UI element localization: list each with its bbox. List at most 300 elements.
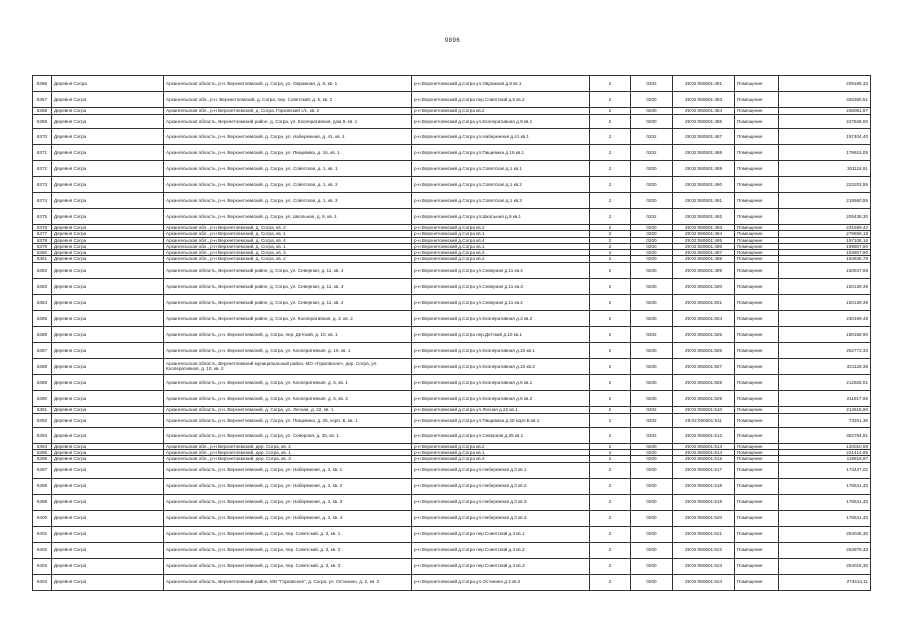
table-row: [33, 193, 871, 209]
settlement-name-cell: Деревня Согра: [52, 374, 164, 390]
code-a-cell: 2: [590, 262, 631, 278]
row-number-cell: 6390: [33, 390, 52, 406]
short-address-cell: р-н Верхнетоемский д.Согра ул.Кооперативная д.5 кв.2: [412, 390, 590, 406]
object-type-cell: Помещение: [735, 443, 779, 449]
value-cell: 205438,30: [779, 209, 871, 225]
row-number-cell: 6398: [33, 478, 52, 494]
settlement-name-cell: Деревня Согра: [52, 542, 164, 558]
code-a-cell: 2: [590, 526, 631, 542]
settlement-name-cell: Деревня Согра: [52, 129, 164, 145]
value-cell: 199807,90: [779, 243, 871, 249]
code-b-cell: 0200: [631, 443, 673, 449]
table-row: [33, 574, 871, 590]
cadastral-number-cell: 29:02:060601:514: [673, 449, 735, 455]
short-address-cell: р-н Верхнетоемский д.Согра кв.4: [412, 237, 590, 243]
object-type-cell: Помещение: [735, 558, 779, 574]
settlement-name-cell: Деревня Сосра: [52, 76, 164, 92]
cadastral-number-cell: 29:02:060601:497: [673, 250, 735, 256]
table-row: [33, 342, 871, 358]
object-type-cell: Помещение: [735, 225, 779, 231]
value-cell: 212926,01: [779, 374, 871, 390]
table-row: [33, 478, 871, 494]
row-number-cell: 6383: [33, 278, 52, 294]
object-type-cell: Помещение: [735, 526, 779, 542]
code-b-cell: 0200: [631, 542, 673, 558]
code-b-cell: 0200: [631, 193, 673, 209]
settlement-name-cell: Деревня Согра: [52, 462, 164, 478]
value-cell: 254046,30: [779, 526, 871, 542]
table-row: [33, 294, 871, 310]
table-row: [33, 542, 871, 558]
code-a-cell: 2: [590, 558, 631, 574]
value-cell: 173437,02: [779, 462, 871, 478]
short-address-cell: р-н Верхнетоемский д.Согра пер.Советский д.3 кв.3: [412, 558, 590, 574]
code-b-cell: 0202: [631, 209, 673, 225]
settlement-name-cell: Деревня Согра: [52, 250, 164, 256]
value-cell: 192835,78: [779, 256, 871, 262]
full-address-cell: Архангельская обл., р-н Верхнетоемский, д. Согра, кв. 2: [164, 256, 412, 262]
table-row: [33, 406, 871, 413]
row-number-cell: 6384: [33, 294, 52, 310]
short-address-cell: р-н Верхнетоемский д.Согра кв.1: [412, 449, 590, 455]
full-address-cell: Архангельская обл., р-н Верхнетоемский, дер. Согра, кв. 1: [164, 449, 412, 455]
row-number-cell: 6368: [33, 108, 52, 115]
object-type-cell: Помещение: [735, 574, 779, 590]
cadastral-number-cell: 29:02:060601:481: [673, 76, 735, 92]
settlement-name-cell: Деревня Согра: [52, 231, 164, 237]
value-cell: 211817,65: [779, 390, 871, 406]
value-cell: 214618,90: [779, 406, 871, 413]
short-address-cell: р-н Верхнетоемский д.Согра ул.Пищевика д.16 кв.1: [412, 145, 590, 161]
settlement-name-cell: Деревня Согра: [52, 294, 164, 310]
code-a-cell: 2: [590, 250, 631, 256]
value-cell: 254018,30: [779, 558, 871, 574]
row-number-cell: 6381: [33, 256, 52, 262]
code-b-cell: 0200: [631, 278, 673, 294]
value-cell: 119518,97: [779, 456, 871, 462]
code-a-cell: 2: [590, 449, 631, 455]
full-address-cell: Архангельская область, Верхнетоемский район, д. Согра, ул. Кооперативная, д. 3, кв. 2: [164, 310, 412, 326]
row-number-cell: 6379: [33, 243, 52, 249]
code-b-cell: 0200: [631, 243, 673, 249]
code-b-cell: 0200: [631, 526, 673, 542]
value-cell: 120010,69: [779, 443, 871, 449]
row-number-cell: 6377: [33, 231, 52, 237]
short-address-cell: р-н Верхнетоемский д.Согра кв.2: [412, 225, 590, 231]
row-number-cell: 6402: [33, 542, 52, 558]
cadastral-number-cell: 29:02:060601:505: [673, 326, 735, 342]
settlement-name-cell: Деревня Согра: [52, 478, 164, 494]
settlement-name-cell: Деревня Согра: [52, 390, 164, 406]
value-cell: 193807,90: [779, 250, 871, 256]
table-row: [33, 310, 871, 326]
code-b-cell: 0200: [631, 494, 673, 510]
full-address-cell: Архангельская область, р-н. Верхнетоемский, д. Согра, пер. Советский, д. 3, кв. 2: [164, 542, 412, 558]
row-number-cell: 6367: [33, 92, 52, 108]
full-address-cell: Архангельская область, р-н. Верхнетоемский, д. Согра, пер. Советский, д. 3, кв. 3: [164, 558, 412, 574]
full-address-cell: Архангельская обл., р-н. Верхнетоемский, д. Согра, пер. Советский, д. 5, кв. 2: [164, 92, 412, 108]
object-type-cell: Помещение: [735, 374, 779, 390]
cadastral-number-cell: 29:02:060601:491: [673, 193, 735, 209]
full-address-cell: Архангельская область, р-н. Верхнетоемский, д. Согра, ул. Пищевика, д. 25, корп. Б, кв. 1: [164, 413, 412, 427]
table-row: [33, 115, 871, 129]
object-type-cell: Помещение: [735, 92, 779, 108]
value-cell: 362794,91: [779, 427, 871, 443]
table-row: [33, 526, 871, 542]
full-address-cell: Архангельская обл., р-н Верхнетоемский, д. Согра, кв. 1: [164, 231, 412, 237]
value-cell: 176541,40: [779, 494, 871, 510]
code-a-cell: 2: [590, 243, 631, 249]
settlement-name-cell: Деревня Согра: [52, 209, 164, 225]
settlement-name-cell: Деревня Согра: [52, 526, 164, 542]
object-type-cell: Помещение: [735, 76, 779, 92]
object-type-cell: Помещение: [735, 449, 779, 455]
short-address-cell: р-н Верхнетоемский д.Согра кв.2: [412, 256, 590, 262]
code-a-cell: 2: [590, 161, 631, 177]
row-number-cell: 6370: [33, 129, 52, 145]
code-a-cell: 2: [590, 574, 631, 590]
code-a-cell: 2: [590, 193, 631, 209]
cadastral-number-cell: 29:02:060601:483: [673, 92, 735, 108]
table-row: [33, 145, 871, 161]
cadastral-number-cell: 29:02:060601:485: [673, 115, 735, 129]
object-type-cell: Помещение: [735, 427, 779, 443]
code-b-cell: 0200: [631, 478, 673, 494]
settlement-name-cell: Деревня Согра: [52, 449, 164, 455]
object-type-cell: Помещение: [735, 250, 779, 256]
table-row: [33, 209, 871, 225]
row-number-cell: 6395: [33, 449, 52, 455]
code-b-cell: 0200: [631, 390, 673, 406]
code-a-cell: 2: [590, 390, 631, 406]
settlement-name-cell: Деревня Согра: [52, 262, 164, 278]
code-b-cell: 0202: [631, 129, 673, 145]
code-b-cell: 0200: [631, 231, 673, 237]
short-address-cell: р-н Верхнетоемский д.Согра ул.Кооперативная д.10 кв.2: [412, 358, 590, 374]
row-number-cell: 6389: [33, 374, 52, 390]
object-type-cell: Помещение: [735, 406, 779, 413]
object-type-cell: Помещение: [735, 413, 779, 427]
code-b-cell: 0202: [631, 413, 673, 427]
full-address-cell: Архангельская обл., р-н Верхнетоемский, д. Согра, Горковский с/с, кв. 2: [164, 108, 412, 115]
code-a-cell: 2: [590, 478, 631, 494]
row-number-cell: 6366: [33, 76, 52, 92]
row-number-cell: 6387: [33, 342, 52, 358]
object-type-cell: Помещение: [735, 542, 779, 558]
short-address-cell: р-н Верхнетоемский д.Согра кв.2: [412, 443, 590, 449]
short-address-cell: р-н Верхнетоемский д.Согра ул.Овражная д.8 кв.1: [412, 76, 590, 92]
value-cell: 273414,11: [779, 574, 871, 590]
full-address-cell: Архангельская обл., р-н Верхнетоемский, д. Согра, кв. 3: [164, 250, 412, 256]
row-number-cell: 6371: [33, 145, 52, 161]
settlement-name-cell: Деревня Согра: [52, 574, 164, 590]
row-number-cell: 6382: [33, 262, 52, 278]
code-b-cell: 0200: [631, 250, 673, 256]
full-address-cell: Архангельская область, р-н. Верхнетоемский, д. Согра, ул. Набережная, д. 41, кв. 1: [164, 129, 412, 145]
cadastral-number-cell: 29:02:060601:487: [673, 129, 735, 145]
short-address-cell: р-н Верхнетоемский д.Согра ул.Пищевика д.25 корп.Б кв.1: [412, 413, 590, 427]
row-number-cell: 6391: [33, 406, 52, 413]
code-a-cell: 2: [590, 76, 631, 92]
cadastral-number-cell: 29:02:060601:493: [673, 225, 735, 231]
code-b-cell: 0200: [631, 462, 673, 478]
short-address-cell: р-н Верхнетоемский д.Согра кв.1: [412, 231, 590, 237]
code-a-cell: 2: [590, 494, 631, 510]
row-number-cell: 6399: [33, 494, 52, 510]
full-address-cell: Архангельская область, р-н. Верхнетоемский, д. Согра, ул. Набережная, д. 3, кв. 4: [164, 510, 412, 526]
code-b-cell: 0202: [631, 326, 673, 342]
table-row: [33, 413, 871, 427]
settlement-name-cell: Деревня Согра: [52, 243, 164, 249]
object-type-cell: Помещение: [735, 256, 779, 262]
code-b-cell: 0200: [631, 310, 673, 326]
table-row: [33, 358, 871, 374]
short-address-cell: р-н Верхнетоемский д.Согра ул.Северная д.11 кв.3: [412, 278, 590, 294]
settlement-name-cell: Деревня Согра: [52, 510, 164, 526]
code-a-cell: 2: [590, 406, 631, 413]
object-type-cell: Помещение: [735, 390, 779, 406]
code-a-cell: 2: [590, 456, 631, 462]
row-number-cell: 6403: [33, 558, 52, 574]
object-type-cell: Помещение: [735, 243, 779, 249]
settlement-name-cell: Деревня Согра: [52, 177, 164, 193]
object-type-cell: Помещение: [735, 462, 779, 478]
code-b-cell: 0200: [631, 294, 673, 310]
table-row: [33, 462, 871, 478]
full-address-cell: Архангельская область, р-н. Верхнетоемский, д. Согра, ул. Кооперативная, д. 5, кв. 1: [164, 374, 412, 390]
object-type-cell: Помещение: [735, 358, 779, 374]
full-address-cell: Архангельская область, р-н. Верхнетоемский, д. Согра, ул. Овражная, д. 8, кв. 1: [164, 76, 412, 92]
short-address-cell: р-н Верхнетоемский д.Согра пер.Детский д.10 кв.1: [412, 326, 590, 342]
full-address-cell: Архангельская область, р-н. Верхнетоемский, д. Согра, ул. Набережная, д. 3, кв. 1: [164, 462, 412, 478]
code-a-cell: 2: [590, 326, 631, 342]
value-cell: 197404,40: [779, 129, 871, 145]
object-type-cell: Помещение: [735, 145, 779, 161]
table-row: [33, 326, 871, 342]
register-body: [33, 76, 871, 591]
short-address-cell: р-н Верхнетоемский д.Согра ул.Набережная д.3 кв.3: [412, 494, 590, 510]
full-address-cell: Архангельская область, р-н. Верхнетоемский, д. Согра, ул. Кооперативная, д. 5, кв. 2: [164, 390, 412, 406]
cadastral-number-cell: 29:02:060601:517: [673, 462, 735, 478]
row-number-cell: 6401: [33, 526, 52, 542]
code-a-cell: 2: [590, 115, 631, 129]
row-number-cell: 6386: [33, 326, 52, 342]
full-address-cell: Архангельская область, Верхнетоемский район, д. Согра, ул. Северная, д. 11, кв. 4: [164, 262, 412, 278]
cadastral-number-cell: 29:02:060601:519: [673, 494, 735, 510]
full-address-cell: Архангельская область, Верхнетоемский район, МО "Горковское", д. Согра, ул. Останино, д. 2, кв. 2: [164, 574, 412, 590]
object-type-cell: Помещение: [735, 193, 779, 209]
row-number-cell: 6380: [33, 250, 52, 256]
short-address-cell: р-н Верхнетоемский д.Согра ул.Набережная д.3 кв.4: [412, 510, 590, 526]
settlement-name-cell: Деревня Согра: [52, 413, 164, 427]
code-a-cell: 2: [590, 108, 631, 115]
row-number-cell: 6394: [33, 443, 52, 449]
code-a-cell: 2: [590, 237, 631, 243]
settlement-name-cell: Деревня Согра: [52, 406, 164, 413]
object-type-cell: Помещение: [735, 510, 779, 526]
value-cell: 73251,36: [779, 413, 871, 427]
settlement-name-cell: Деревня Согра: [52, 145, 164, 161]
short-address-cell: р-н Верхнетоемский д.Согра ул.Останино д.2 кв.2: [412, 574, 590, 590]
full-address-cell: Архангельская область, р-н. Верхнетоемский, д. Согра, ул. Кооперативная, д. 10, кв. 1: [164, 342, 412, 358]
settlement-name-cell: Деревня Согра: [52, 108, 164, 115]
row-number-cell: 6385: [33, 310, 52, 326]
object-type-cell: Помещение: [735, 294, 779, 310]
full-address-cell: Архангельская обл., р-н Верхнетоемский, д. Согра, кв. 2: [164, 225, 412, 231]
short-address-cell: р-н Верхнетоемский д.Согра кв.3: [412, 250, 590, 256]
settlement-name-cell: Деревня Согра: [52, 225, 164, 231]
short-address-cell: р-н Верхнетоемский д.Согра ул.Набережная д.3 кв.1: [412, 462, 590, 478]
table-row: [33, 92, 871, 108]
code-b-cell: 0200: [631, 256, 673, 262]
code-b-cell: 0200: [631, 177, 673, 193]
value-cell: 321128,38: [779, 358, 871, 374]
full-address-cell: Архангельская область, Верхнетоемский муниципальный район, МО «Горковское», дер. Согра, ул. Кооперативная, д. 10, кв. 2: [164, 358, 412, 374]
settlement-name-cell: Деревня Согра: [52, 326, 164, 342]
code-b-cell: 0200: [631, 510, 673, 526]
value-cell: 326360,51: [779, 92, 871, 108]
table-row: [33, 494, 871, 510]
code-b-cell: 0200: [631, 342, 673, 358]
full-address-cell: Архангельская обл., р-н Верхнетоемский, дер. Согра, кв. 2: [164, 443, 412, 449]
code-b-cell: 0200: [631, 358, 673, 374]
full-address-cell: Архангельская область, р-н. Верхнетоемский, д. Согра, ул. Советская, д. 1, кв. 2: [164, 177, 412, 193]
row-number-cell: 6388: [33, 358, 52, 374]
page-number: 9896: [444, 38, 461, 44]
full-address-cell: Архангельская область, р-н. Верхнетоемский, д. Согра, ул. Набережная, д. 3, кв. 3: [164, 494, 412, 510]
code-a-cell: 2: [590, 256, 631, 262]
short-address-cell: р-н Верхнетоемский д.Согра ул.Советская д.1 кв.2: [412, 177, 590, 193]
full-address-cell: Архангельская область, р-н. Верхнетоемский, д. Согра, ул. Советская, д. 1, кв. 3: [164, 193, 412, 209]
row-number-cell: 6373: [33, 177, 52, 193]
object-type-cell: Помещение: [735, 108, 779, 115]
row-number-cell: 6393: [33, 427, 52, 443]
full-address-cell: Архангельская область, р-н. Верхнетоемский, д. Согра, ул. Советская, д. 1, кв. 1: [164, 161, 412, 177]
table-row: [33, 262, 871, 278]
code-b-cell: 0200: [631, 574, 673, 590]
short-address-cell: р-н Верхнетоемский д.Согра ул.Северная д.11 кв.2: [412, 294, 590, 310]
value-cell: 150139,39: [779, 278, 871, 294]
cadastral-number-cell: 29:02:060601:504: [673, 310, 735, 326]
object-type-cell: Помещение: [735, 278, 779, 294]
code-a-cell: 2: [590, 510, 631, 526]
value-cell: 150139,39: [779, 294, 871, 310]
code-b-cell: 0200: [631, 92, 673, 108]
cadastral-number-cell: 29:02:060601:492: [673, 209, 735, 225]
code-a-cell: 2: [590, 462, 631, 478]
code-a-cell: 2: [590, 443, 631, 449]
short-address-cell: р-н Верхнетоемский д.Согра кв.3: [412, 456, 590, 462]
value-cell: 150547,68: [779, 262, 871, 278]
object-type-cell: Помещение: [735, 494, 779, 510]
settlement-name-cell: Деревня Согра: [52, 358, 164, 374]
cadastral-number-cell: 29:02:060601:500: [673, 278, 735, 294]
object-type-cell: Помещение: [735, 129, 779, 145]
settlement-name-cell: Деревня Согра: [52, 456, 164, 462]
cadastral-number-cell: 29:02:060601:496: [673, 243, 735, 249]
cadastral-number-cell: 29:02:060601:523: [673, 558, 735, 574]
row-number-cell: 6378: [33, 237, 52, 243]
code-b-cell: 0200: [631, 161, 673, 177]
cadastral-number-cell: 29:02:060601:488: [673, 145, 735, 161]
code-b-cell: 0200: [631, 374, 673, 390]
settlement-name-cell: Деревня Согра: [52, 193, 164, 209]
cadastral-number-cell: 29:02:060601:489: [673, 161, 735, 177]
code-a-cell: 2: [590, 413, 631, 427]
value-cell: 219560,55: [779, 193, 871, 209]
short-address-cell: р-н Верхнетоемский д.Согра ул.Северная д.11 кв.4: [412, 262, 590, 278]
code-a-cell: 2: [590, 209, 631, 225]
short-address-cell: р-н Верхнетоемский д.Согра ул.Кооперативная д.9 кв.1: [412, 115, 590, 129]
cadastral-number-cell: 29:02:060601:501: [673, 294, 735, 310]
code-b-cell: 0202: [631, 145, 673, 161]
code-a-cell: 2: [590, 145, 631, 161]
cadastral-number-cell: 29:02:060601:499: [673, 262, 735, 278]
short-address-cell: р-н Верхнетоемский д.Согра пер.Советский д.3 кв.2: [412, 542, 590, 558]
code-b-cell: 0200: [631, 225, 673, 231]
table-row: [33, 129, 871, 145]
code-a-cell: 2: [590, 129, 631, 145]
object-type-cell: Помещение: [735, 209, 779, 225]
settlement-name-cell: Деревня Согра: [52, 427, 164, 443]
value-cell: 279659,18: [779, 231, 871, 237]
code-a-cell: 2: [590, 542, 631, 558]
short-address-cell: р-н Верхнетоемский д.Согра пер.Советский д.5 кв.2: [412, 92, 590, 108]
short-address-cell: р-н Верхнетоемский д.Согра ул.Советская д.1 кв.1: [412, 161, 590, 177]
row-number-cell: 6369: [33, 115, 52, 129]
short-address-cell: р-н Верхнетоемский д.Согра ул.Набережная д.3 кв.2: [412, 478, 590, 494]
value-cell: 252879,33: [779, 542, 871, 558]
short-address-cell: р-н Верхнетоемский д.Согра ул.Кооперативная д.10 кв.1: [412, 342, 590, 358]
cadastral-number-cell: 29:02:060601:508: [673, 374, 735, 390]
row-number-cell: 6372: [33, 161, 52, 177]
table-row: [33, 177, 871, 193]
full-address-cell: Архангельская обл., р-н Верхнетоемский, д. Согра, кв. 4: [164, 237, 412, 243]
object-type-cell: Помещение: [735, 115, 779, 129]
table-row: [33, 76, 871, 92]
cadastral-number-cell: 29:02:060601:495: [673, 237, 735, 243]
cadastral-number-cell: 29:02:060601:520: [673, 510, 735, 526]
short-address-cell: р-н Верхнетоемский д.Согра ул.Советская д.1 кв.3: [412, 193, 590, 209]
code-a-cell: 2: [590, 231, 631, 237]
full-address-cell: Архангельская область, р-н. Верхнетоемский, д. Согра, пер. Детский, д. 10, кв. 1: [164, 326, 412, 342]
cadastral-number-cell: 29:02:060601:511: [673, 413, 735, 427]
cadastral-number-cell: 29:02:060601:521: [673, 526, 735, 542]
table-row: [33, 427, 871, 443]
full-address-cell: Архангельская область, р-н. Верхнетоемский, д. Согра, ул. Набережная, д. 3, кв. 2: [164, 478, 412, 494]
table-row: [33, 108, 871, 115]
cadastral-number-cell: 29:02:060601:515: [673, 456, 735, 462]
code-a-cell: 2: [590, 374, 631, 390]
full-address-cell: Архангельская область, р-н. Верхнетоемский, д. Согра, ул. Пищевика, д. 16, кв. 1: [164, 145, 412, 161]
short-address-cell: р-н Верхнетоемский д.Согра ул.Кооперативная д.3 кв.2: [412, 310, 590, 326]
cadastral-number-cell: 29:02:060601:498: [673, 256, 735, 262]
row-number-cell: 6404: [33, 574, 52, 590]
table-row: [33, 374, 871, 390]
cadastral-number-cell: 29:02:060601:512: [673, 427, 735, 443]
code-a-cell: 2: [590, 427, 631, 443]
short-address-cell: р-н Верхнетоемский д.Согра ул.Набережная д.41 кв.1: [412, 129, 590, 145]
code-b-cell: 0200: [631, 456, 673, 462]
full-address-cell: Архангельская область, р-н. Верхнетоемский, д. Согра, ул. Северная, д. 25, кв. 1: [164, 427, 412, 443]
object-type-cell: Помещение: [735, 177, 779, 193]
value-cell: 176541,40: [779, 510, 871, 526]
full-address-cell: Архангельская обл., р-н Верхнетоемский, д. Согра, кв. 1: [164, 243, 412, 249]
short-address-cell: р-н Верхнетоемский д.Согра ул.Лесная д.22 кв.1: [412, 406, 590, 413]
settlement-name-cell: Деревня Согра: [52, 443, 164, 449]
table-row: [33, 510, 871, 526]
short-address-cell: р-н Верхнетоемский д.Согра пер.Советский д.3 кв.1: [412, 526, 590, 542]
